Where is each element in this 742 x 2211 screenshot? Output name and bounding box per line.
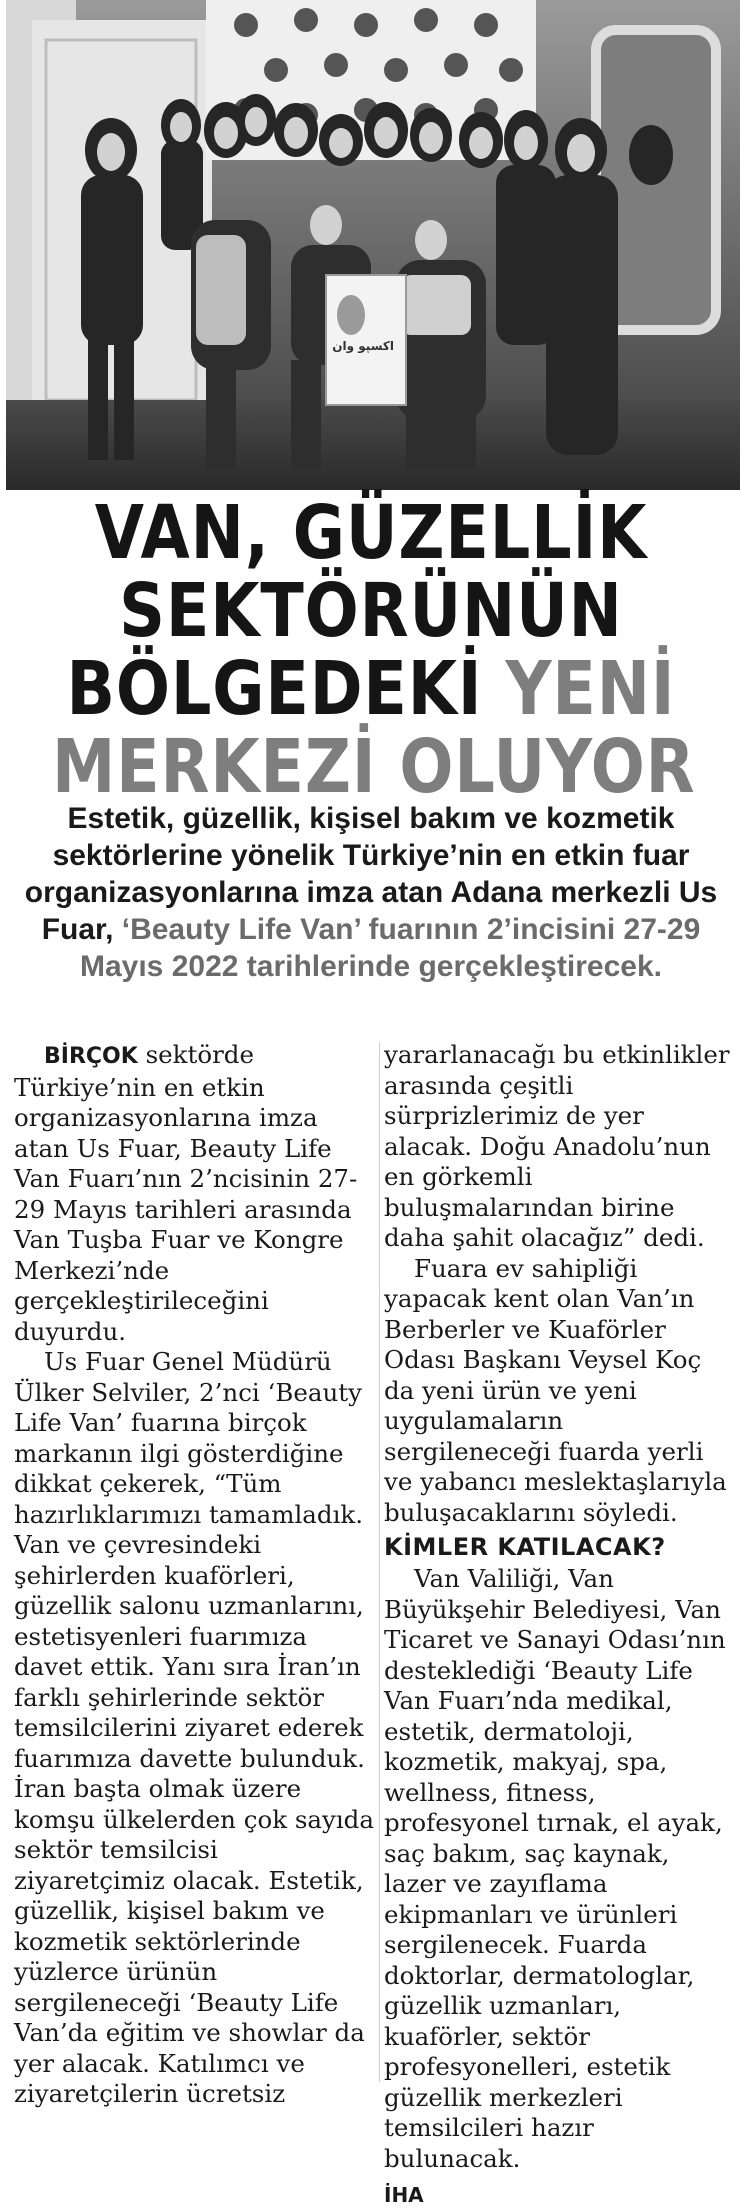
left-paragraph-2: Us Fuar Genel Müdürü Ülker Selviler, 2’nci ‘Beauty Life Van’ fuarına birçok markanın ilgi gösterdiğine dikkat çekerek, “Tüm hazırlıklarımızı tamamladık. Van ve çevresindeki şehirlerden kuaförleri, güzellik salonu uzmanlarını, estetisyenleri fuarımıza davet ettik. Yanı sıra İran’ın farklı şehirlerinde sektör temsilcilerini ziyaret ederek fuarımıza davette bulunduk. İran başta olmak üzere komşu ülkelerden çok sayıda sektör temsilcisi ziyaretçimiz olacak. Estetik, güzellik, kişisel bakım ve kozmetik sektörlerinde yüzlerce ürünün sergileneceği ‘Beauty Life Van’da eğitim ve showlar da yer alacak. Katılımcı ve ziyaretçilerin ücretsiz [14, 1347, 374, 2108]
lead-paragraph [12, 800, 730, 985]
article-photo [6, 0, 740, 490]
headline-line-3-dark: BÖLGEDEKİ [66, 646, 483, 732]
lead-quote: ‘Beauty Life Van’ fuarının 2’incisini 27-29 Mayıs 2022 tarihlerinde gerçekleştirecek. [79, 913, 701, 983]
subheading: KİMLER KATILACAK? [384, 1533, 666, 1561]
column-divider [379, 1042, 380, 2082]
lead-text: Estetik, güzellik, kişisel bakım ve kozmetik sektörlerine yönelik Türkiye’nin en etkin fuar organizasyonlarına imza atan Adana merkezli Us Fuar, [24, 802, 718, 946]
left-paragraph-1 [14, 1040, 376, 1347]
right-paragraph-3: Van Valiliği, Van Büyükşehir Belediyesi, Van Ticaret ve Sanayi Odası’nın desteklediği ‘Beauty Life Van Fuarı’nda medikal, estetik, dermatoloji, kozmetik, makyaj, spa, wellness, fitness, profesyonel tırnak, el ayak, saç bakım, saç kaynak, lazer ve zayıflama ekipmanları ve ürünleri sergilenecek. Fuarda doktorlar, dermatologlar, güzellik uzmanları, kuaförler, sektör profesyonelleri, estetik güzellik merkezleri temsilcileri hazır bulunacak. [384, 1564, 726, 2173]
left-column [14, 1040, 376, 2110]
headline-line-2: SEKTÖRÜNÜN [119, 568, 623, 654]
right-paragraph-2: Fuara ev sahipliği yapacak kent olan Van’ın Berberler ve Kuaförler Odası Başkanı Veysel Koç da yeni ürün ve yeni uygulamaların sergileneceği fuarda yerli ve yabancı meslektaşlarıyla buluşacaklarını söyledi. [384, 1253, 727, 1527]
group-photo [6, 0, 740, 490]
poster [326, 275, 406, 405]
headline [0, 490, 742, 810]
left-paragraph-1-text: sektörde Türkiye’nin en etkin organizasyonlarına imza atan Us Fuar, Beauty Life Van Fuarı’nın 2’ncisinin 27-29 Mayıs tarihleri arasında Van Tuşba Fuar ve Kongre Merkezi’nde gerçekleştirileceğini duyurdu. [14, 1040, 358, 1346]
news-agency-credit: İHA [384, 2183, 424, 2207]
right-paragraph-1: yararlanacağı bu etkinlikler arasında çeşitli sürprizlerimiz de yer alacak. Doğu Anadolu’nun en görkemli buluşmalarından birine daha şahit olacağız” dedi. [384, 1040, 730, 1252]
right-column [384, 1040, 736, 2211]
drop-lead-word: BİRÇOK [44, 1044, 138, 1069]
headline-line-3 [52, 646, 690, 732]
headline-line-1: VAN, GÜZELLİK [94, 490, 648, 576]
headline-line-3-grey: YENİ [505, 646, 676, 732]
headline-line-4: MERKEZİ OLUYOR [51, 724, 696, 810]
poster-text: اکسپو وان [332, 339, 394, 353]
